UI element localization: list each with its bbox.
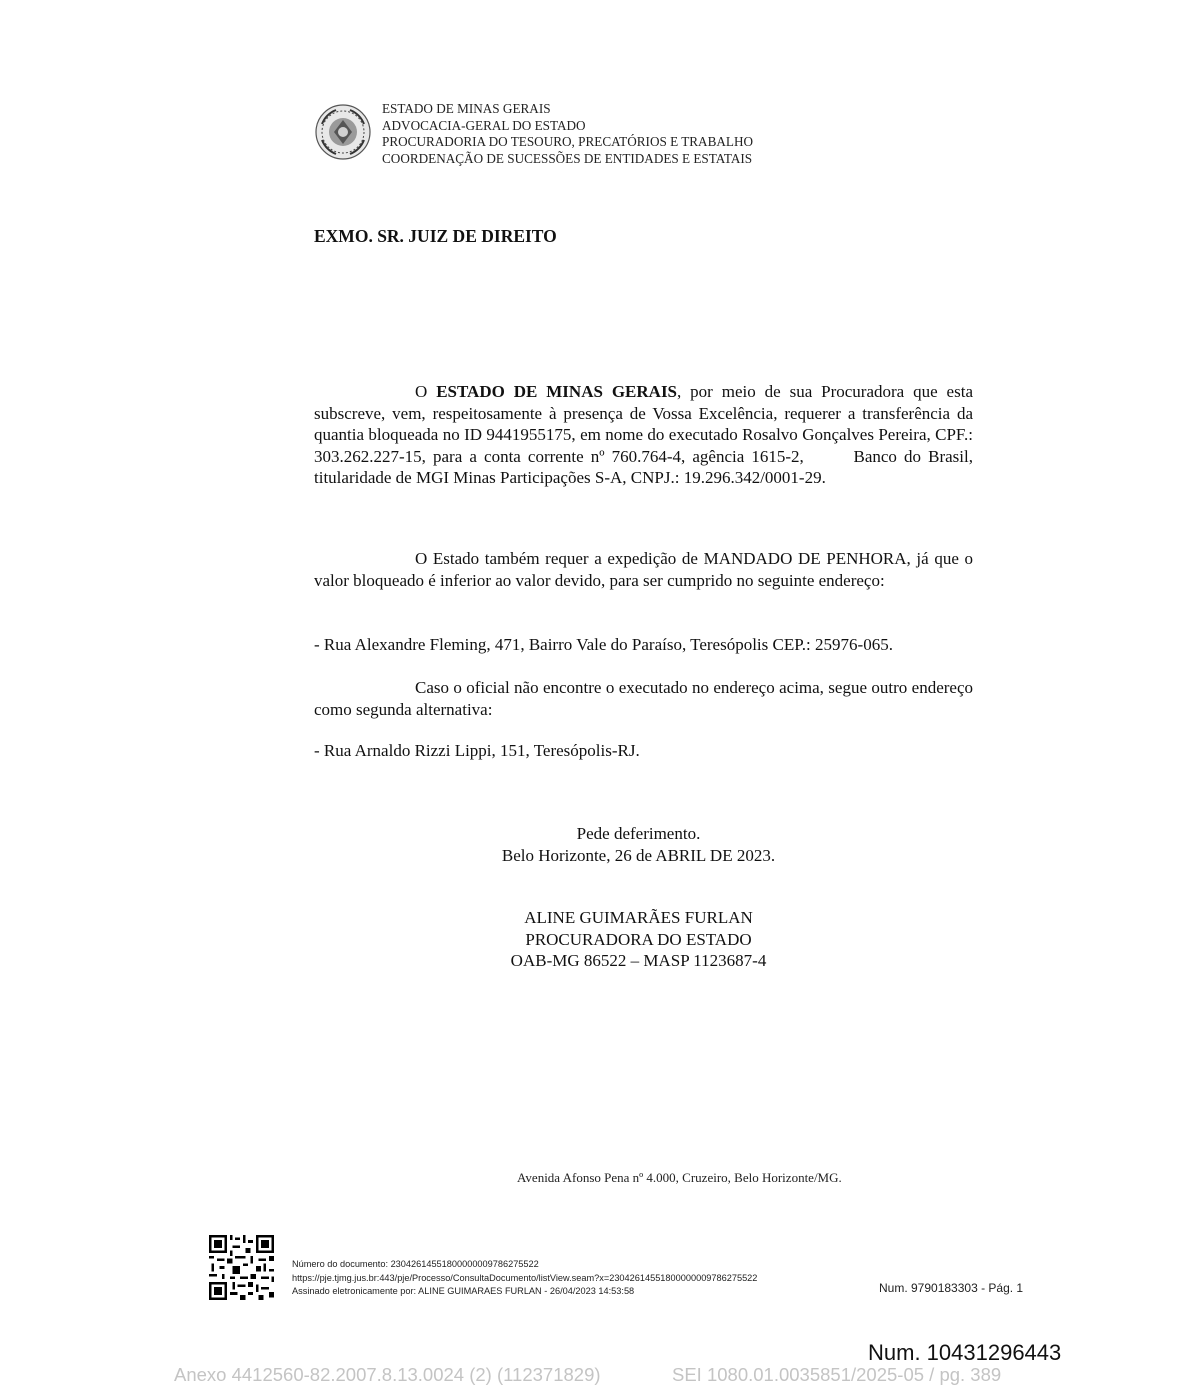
- p1-prefix: O: [415, 382, 437, 401]
- sei-watermark: SEI 1080.01.0035851/2025-05 / pg. 389: [672, 1364, 1002, 1385]
- signature-block: [314, 907, 973, 972]
- addressee: EXMO. SR. JUIZ DE DIREITO: [314, 226, 557, 246]
- closing: [314, 823, 973, 866]
- paragraph-request-transfer: [314, 381, 978, 489]
- paragraph-mandado-penhora: O Estado também requer a expedição de MANDADO DE PENHORA, já que o valor bloqueado é inferior ao valor devido, para ser cumprido no seguinte endereço:: [314, 549, 973, 590]
- document-signed-by: Assinado eletronicamente por: ALINE GUIMARAES FURLAN - 26/04/2023 14:53:58: [292, 1286, 635, 1296]
- address-alternative: - Rua Arnaldo Rizzi Lippi, 151, Teresópolis-RJ.: [314, 741, 640, 760]
- anexo-watermark: Anexo 4412560-82.2007.8.13.0024 (2) (112371829): [174, 1364, 601, 1385]
- p1-bold-state: ESTADO DE MINAS GERAIS: [436, 382, 678, 401]
- header-line-procuradoria: PROCURADORIA DO TESOURO, PRECATÓRIOS E TRABALHO: [382, 134, 754, 150]
- document-info: [292, 1258, 757, 1299]
- coat-of-arms-seal-icon: [314, 102, 372, 162]
- header-institution: [382, 101, 753, 167]
- page-number: Num. 9790183303 - Pág. 1: [879, 1281, 1024, 1295]
- paragraph-alternative-address: Caso o oficial não encontre o executado no endereço acima, segue outro endereço como segunda alternativa:: [314, 678, 973, 719]
- document-url[interactable]: https://pje.tjmg.jus.br:443/pje/Processo/ConsultaDocumento/listView.seam?x=23042614551800000009786275522: [292, 1272, 758, 1283]
- p1-rest: , por meio de sua Procuradora que esta subscreve, vem, respeitosamente à presença de Vossa Excelência, requerer a transferência da quantia bloqueada no ID 9441955175, em nome do executado Rosalvo Gonçalves Pereira, CPF.: 303.262.227-15, para a conta corrente nº 760.764-4, agência 1615-2, Banco do Brasil, titularidade de MGI Minas Participações S-A, CNPJ.: 19.296.342/0001-29.: [314, 382, 978, 487]
- closing-request: Pede deferimento.: [576, 824, 701, 843]
- signer-role: PROCURADORA DO ESTADO: [525, 929, 752, 949]
- document-number: Número do documento: 23042614551800000009786275522: [292, 1259, 539, 1269]
- header-line-agency: ADVOCACIA-GERAL DO ESTADO: [382, 117, 586, 133]
- document-num-stamp: Num. 10431296443: [868, 1340, 1062, 1365]
- header-line-state: ESTADO DE MINAS GERAIS: [382, 101, 551, 116]
- closing-date: Belo Horizonte, 26 de ABRIL DE 2023.: [501, 845, 776, 865]
- header-line-coordenacao: COORDENAÇÃO DE SUCESSÕES DE ENTIDADES E ESTATAIS: [382, 150, 753, 166]
- qr-code-icon: [209, 1235, 274, 1300]
- address-primary: - Rua Alexandre Fleming, 471, Bairro Vale do Paraíso, Teresópolis CEP.: 25976-065.: [314, 635, 893, 654]
- footer-address: Avenida Afonso Pena nº 4.000, Cruzeiro, Belo Horizonte/MG.: [517, 1170, 842, 1185]
- signer-name: ALINE GUIMARÃES FURLAN: [524, 908, 753, 927]
- signer-registration: OAB-MG 86522 – MASP 1123687-4: [510, 951, 767, 970]
